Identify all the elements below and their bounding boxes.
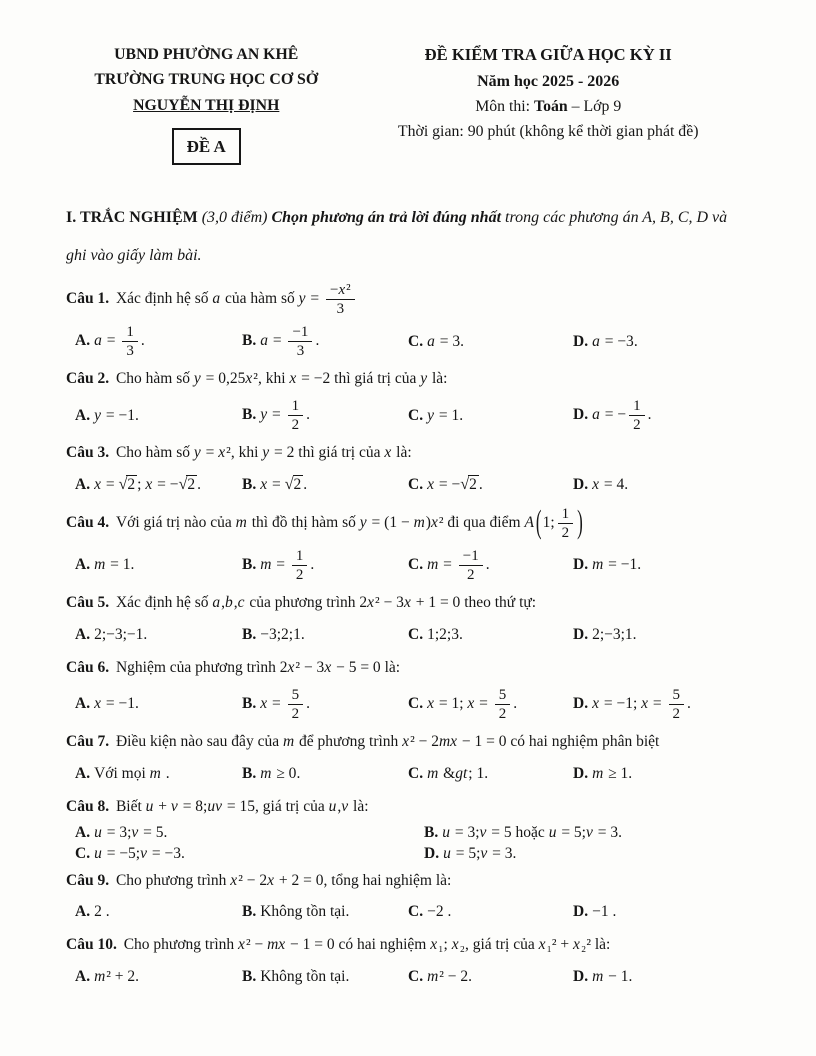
text-run: là: [428, 370, 448, 388]
option-label: C. [408, 968, 424, 986]
text-run: . [181, 844, 185, 862]
math-text: m − 1 [592, 968, 629, 986]
option-A [75, 475, 242, 494]
question-stem [66, 280, 750, 319]
options-row [66, 685, 750, 724]
exam-code-label: ĐỀ A [186, 136, 226, 156]
math-text: x² − mx − 1 = 0 [238, 936, 335, 954]
math-text: A [524, 514, 534, 532]
text-run: , khi [257, 370, 290, 388]
option-B [242, 685, 408, 724]
text-run: −2 . [427, 903, 452, 921]
text-run: Biết [115, 797, 146, 815]
option-C [408, 546, 573, 585]
duration-line: Thời gian: 90 phút (không kể thời gian phát đề) [397, 123, 699, 141]
option-C [408, 903, 573, 921]
option-label: A. [75, 823, 91, 841]
math-text: 1; [542, 514, 555, 532]
text-run: −1 . [592, 903, 617, 921]
math-text: u = 5;v = 3 [548, 823, 619, 841]
math-text: x = [260, 694, 285, 712]
text-run: , khi [230, 444, 263, 462]
option-label: B. [242, 903, 257, 921]
option-A [75, 824, 424, 842]
math-text: m = [427, 556, 456, 574]
math-text: m = 1 [94, 556, 131, 574]
option-label: B. [242, 406, 257, 424]
option-B [242, 475, 408, 494]
text-run: 2;−3;1. [592, 625, 637, 643]
option-A [75, 695, 242, 713]
square-root: √2 [460, 475, 477, 494]
square-root: √2 [118, 475, 136, 494]
math-text: m [282, 732, 295, 750]
option-label: C. [75, 844, 91, 862]
question-stem [66, 504, 750, 543]
option-D [573, 685, 750, 724]
fraction: $\frac{5}{2}$ [669, 686, 685, 723]
question-10 [66, 931, 750, 992]
text-run: , giá trị của [255, 797, 329, 815]
text-run: của phương trình [245, 593, 360, 611]
text-run: là: [590, 936, 611, 954]
option-D [573, 626, 750, 644]
text-run: Cho phương trình [115, 871, 231, 889]
text-run: của hàm số [221, 290, 299, 308]
option-D [573, 903, 750, 921]
text-run: . [315, 332, 320, 350]
text-run: . [296, 764, 301, 782]
option-C [75, 845, 424, 863]
option-B [242, 626, 408, 644]
text-run: . [303, 476, 308, 494]
math-text: y = x² [193, 444, 231, 462]
math-text: u = 3;v = 5 [442, 823, 512, 841]
option-label: A. [75, 968, 91, 986]
option-label: A. [75, 695, 91, 713]
option-label: D. [573, 556, 589, 574]
text-run: theo thứ tự: [460, 593, 537, 611]
text-run: . [628, 764, 633, 782]
text-run: . [161, 764, 170, 782]
subject-line [346, 94, 750, 119]
text-run: . [306, 694, 310, 712]
fraction: $\frac{5}{2}$ [288, 686, 304, 723]
question-number: Câu 7. [66, 732, 113, 750]
text-run: hoặc [511, 823, 549, 841]
text-run: Với mọi [94, 764, 150, 782]
text-run: . [306, 406, 310, 424]
question-6 [66, 654, 750, 724]
fraction: $\frac{1}{2}$ [558, 505, 574, 542]
math-text: x = [260, 476, 285, 494]
option-label: D. [573, 332, 589, 350]
text-run: . [485, 556, 490, 574]
math-text: m ≥ 0 [260, 764, 297, 782]
text-run: thì giá trị của [294, 444, 385, 462]
text-run: 2 . [94, 903, 110, 921]
math-text: a,b,c [212, 593, 245, 611]
square-root: √2 [284, 475, 302, 494]
text-run: . [130, 556, 135, 574]
option-label: D. [573, 694, 589, 712]
header-left-block [66, 42, 346, 165]
math-text: 2x² − 3x − 5 = 0 [279, 658, 381, 676]
math-text: u = −5;v = −3 [94, 844, 181, 862]
question-3 [66, 439, 750, 500]
text-run: . [460, 332, 464, 350]
math-text: x = [94, 476, 119, 494]
text-run: . [140, 332, 145, 350]
text-run: . [512, 844, 517, 862]
math-text: u,v [328, 797, 349, 815]
section-heading [66, 199, 750, 274]
option-label: A. [75, 625, 91, 643]
text-run: đi qua điểm [443, 514, 525, 532]
option-label: A. [75, 556, 91, 574]
option-C [408, 407, 573, 425]
math-text: 2x² − 3x + 1 = 0 [359, 593, 461, 611]
big-paren: ( [535, 503, 542, 541]
text-run: 1;2;3. [427, 625, 463, 643]
text-run: thì đồ thị hàm số [247, 514, 360, 532]
option-D [573, 396, 750, 435]
math-text: m = −1 [592, 556, 638, 574]
option-label: C. [408, 694, 424, 712]
option-B [242, 322, 408, 361]
question-2 [66, 365, 750, 435]
fraction: $\frac{1}{3}$ [122, 323, 138, 360]
question-number: Câu 6. [66, 658, 113, 676]
options-row [66, 322, 750, 361]
option-C [408, 475, 573, 494]
option-A [75, 765, 242, 783]
option-label: D. [573, 764, 589, 782]
option-label: D. [573, 903, 589, 921]
option-D [573, 556, 750, 574]
question-number: Câu 8. [66, 797, 113, 815]
question-number: Câu 5. [66, 593, 113, 611]
text-run: . [687, 694, 691, 712]
text-run: Cho hàm số [115, 370, 194, 388]
math-text: y = [298, 290, 323, 308]
text-run: có hai nghiệm phân biệt [506, 732, 660, 750]
text-run: Nghiệm của phương trình [115, 658, 280, 676]
option-A [75, 407, 242, 425]
math-text: ; x = − [137, 476, 179, 494]
option-B [242, 396, 408, 435]
option-D [573, 476, 750, 494]
math-text: y = 0,25x² [193, 370, 258, 388]
math-text: u = 5;v = 3 [443, 844, 513, 862]
options-row [66, 396, 750, 435]
text-run: . [197, 476, 202, 494]
option-D [424, 845, 750, 863]
question-list [66, 280, 750, 992]
exam-code-box [172, 128, 241, 165]
text-run: là: [349, 797, 369, 815]
text-run: trong các phương án A, B, C, D và ghi vào giấy làm bài. [66, 208, 728, 264]
math-text: y = [260, 406, 285, 424]
option-label: D. [573, 475, 589, 493]
option-label: C. [408, 625, 424, 643]
option-label: B. [242, 764, 257, 782]
text-run: , tổng hai nghiệm là: [323, 871, 452, 889]
option-label: C. [408, 406, 424, 424]
text-run: Không tồn tại. [260, 903, 350, 921]
text-run: . [484, 764, 489, 782]
option-B [424, 824, 750, 842]
text-run: thì giá trị của [330, 370, 421, 388]
option-label: B. [242, 556, 257, 574]
math-text: a = 3 [427, 332, 461, 350]
math-text: x = −1 [94, 695, 135, 713]
option-label: D. [573, 406, 589, 424]
math-text: x₁; x₂ [430, 936, 465, 954]
subject-suffix: – Lớp 9 [567, 98, 622, 116]
option-label: C. [408, 556, 424, 574]
options-row [66, 962, 750, 992]
math-text: y = 2 [262, 444, 295, 462]
options-row [66, 620, 750, 650]
math-text: m = [260, 556, 289, 574]
option-C [408, 626, 573, 644]
math-text: x = −2 [289, 370, 331, 388]
question-number: Câu 9. [66, 871, 113, 889]
text-run: . [624, 475, 629, 493]
math-text: x = 4 [592, 475, 625, 493]
question-stem [66, 931, 750, 959]
fraction: $\frac{1}{2}$ [292, 547, 308, 584]
options-row [66, 824, 750, 863]
question-stem [66, 439, 750, 467]
option-C [408, 685, 573, 724]
text-run: . [459, 406, 464, 424]
school-year: Năm học 2025 - 2026 [477, 72, 620, 90]
question-stem [66, 793, 750, 821]
option-label: D. [424, 844, 440, 862]
option-label: A. [75, 476, 91, 494]
option-label: B. [242, 968, 257, 986]
math-text: a = −3 [592, 332, 634, 350]
text-run: . [618, 823, 623, 841]
question-stem [66, 867, 750, 895]
question-number: Câu 10. [66, 936, 121, 954]
option-D [573, 333, 750, 351]
math-text: m ≥ 1 [592, 764, 629, 782]
text-run: Điều kiện nào sau đây của [115, 732, 283, 750]
text-run: Không tồn tại. [260, 968, 350, 986]
text-run: là: [380, 658, 401, 676]
school-type: TRƯỜNG TRUNG HỌC CƠ SỞ [94, 71, 319, 89]
options-row [66, 759, 750, 789]
fraction: $\frac{\text{−x²}}{3}$ [326, 281, 355, 318]
text-run: Cho phương trình [123, 936, 239, 954]
text-run: . [135, 968, 140, 986]
math-text: y = (1 − m)x² [359, 514, 444, 532]
question-stem [66, 365, 750, 393]
option-label: C. [408, 332, 424, 350]
text-run: là: [392, 444, 412, 462]
option-A [75, 556, 242, 574]
option-label: B. [242, 694, 257, 712]
question-7 [66, 728, 750, 789]
math-text: x = −1; x = [592, 694, 666, 712]
option-label: C. [408, 476, 424, 494]
option-label: B. [424, 823, 439, 841]
option-D [573, 968, 750, 986]
text-run: Cho hàm số [115, 444, 194, 462]
text-run: Với giá trị nào của [115, 514, 236, 532]
math-text: m [235, 514, 247, 532]
fraction: $\frac{-1}{3}$ [288, 323, 312, 360]
math-text: x = − [427, 476, 461, 494]
question-9 [66, 867, 750, 928]
options-row [66, 470, 750, 500]
option-A [75, 968, 242, 986]
question-stem [66, 728, 750, 756]
option-label: A. [75, 406, 91, 424]
option-label: A. [75, 903, 91, 921]
text-run: 2;−3;−1. [94, 625, 148, 643]
option-C [408, 333, 573, 351]
question-number: Câu 2. [66, 370, 113, 388]
text-run: Chọn phương án trả lời đúng nhất [271, 208, 506, 226]
math-text: x₁² + x₂² [538, 936, 591, 954]
text-run: Xác định hệ số [115, 593, 213, 611]
text-run: . [637, 556, 642, 574]
question-1 [66, 280, 750, 361]
text-run: để phương trình [295, 732, 403, 750]
option-A [75, 626, 242, 644]
school-name: NGUYỄN THỊ ĐỊNH [133, 96, 280, 114]
exam-header [66, 42, 750, 165]
math-text: a [212, 290, 221, 308]
question-4 [66, 504, 750, 585]
math-text: m &gt; 1 [427, 764, 485, 782]
option-label: A. [75, 764, 91, 782]
math-text: m [149, 764, 161, 782]
text-run: Xác định hệ số [115, 290, 213, 308]
question-number: Câu 1. [66, 290, 113, 308]
text-run: . [163, 823, 168, 841]
text-run: . [478, 476, 483, 494]
option-C [408, 765, 573, 783]
text-run: . [513, 694, 518, 712]
option-label: D. [573, 968, 589, 986]
math-text: a = [260, 332, 286, 350]
option-A [75, 322, 242, 361]
subject-prefix: Môn thi: [475, 98, 534, 116]
text-run: (3,0 điểm) [201, 208, 272, 226]
subject-name: Toán [534, 98, 568, 116]
question-stem [66, 654, 750, 682]
question-5 [66, 589, 750, 650]
square-root: √2 [178, 475, 196, 494]
question-number: Câu 3. [66, 444, 113, 462]
fraction: $\frac{-1}{2}$ [459, 547, 483, 584]
option-label: A. [75, 332, 91, 350]
text-run: . [310, 556, 315, 574]
option-label: B. [242, 625, 257, 643]
math-text: m² − 2 [427, 968, 469, 986]
option-label: B. [242, 332, 257, 350]
fraction: $\frac{1}{2}$ [629, 397, 645, 434]
option-A [75, 903, 242, 921]
question-stem [66, 589, 750, 617]
text-run: I. TRẮC NGHIỆM [66, 208, 202, 226]
option-B [242, 546, 408, 585]
option-B [242, 765, 408, 783]
math-text: y = −1 [94, 406, 135, 424]
text-run: . [134, 406, 139, 424]
text-run: −3;2;1. [260, 625, 305, 643]
option-label: B. [242, 476, 257, 494]
option-label: C. [408, 903, 424, 921]
math-text: x² − 2mx − 1 = 0 [402, 732, 507, 750]
math-text: x² − 2x + 2 = 0 [230, 871, 324, 889]
big-paren: ) [577, 503, 583, 541]
math-text: y [420, 370, 428, 388]
math-text: a = − [592, 406, 627, 424]
math-text: u + v = 8;uv = 15 [145, 797, 256, 815]
text-run: . [134, 695, 139, 713]
options-row [66, 546, 750, 585]
text-run: có hai nghiệm [334, 936, 431, 954]
math-text: m² + 2 [94, 968, 136, 986]
fraction: $\frac{1}{2}$ [288, 397, 304, 434]
math-text: a = [94, 332, 120, 350]
math-text: x [384, 444, 392, 462]
question-8 [66, 793, 750, 863]
fraction: $\frac{5}{2}$ [495, 686, 511, 723]
option-B [242, 968, 408, 986]
question-number: Câu 4. [66, 514, 113, 532]
options-row [66, 897, 750, 927]
org-name: UBND PHƯỜNG AN KHÊ [114, 46, 299, 63]
math-text: y = 1 [427, 406, 460, 424]
text-run: . [468, 968, 473, 986]
text-run: . [647, 406, 652, 424]
option-label: D. [573, 625, 589, 643]
math-text: u = 3;v = 5 [94, 823, 164, 841]
option-D [573, 765, 750, 783]
option-B [242, 903, 408, 921]
header-right-block [346, 42, 750, 145]
exam-title: ĐỀ KIỂM TRA GIỮA HỌC KỲ II [424, 45, 672, 64]
text-run: . [633, 332, 638, 350]
option-C [408, 968, 573, 986]
text-run: . [628, 968, 633, 986]
option-label: C. [408, 764, 424, 782]
text-run: , giá trị của [464, 936, 539, 954]
math-text: x = 1; x = [427, 694, 492, 712]
